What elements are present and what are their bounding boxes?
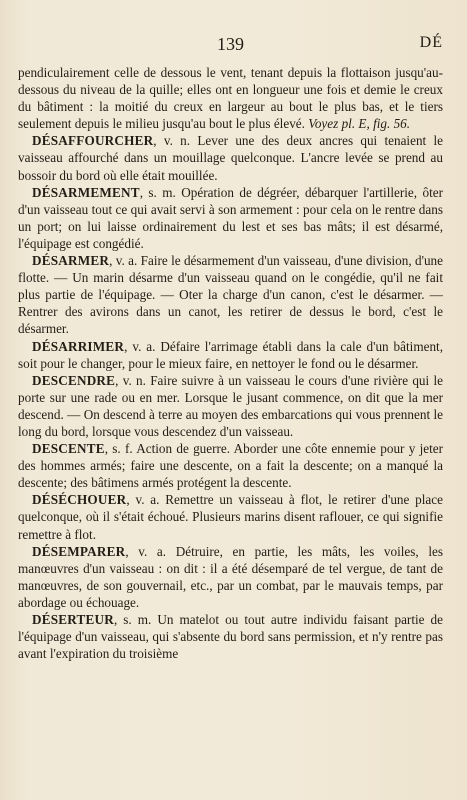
headword: DÉSARMER	[32, 253, 110, 269]
headword: DÉSEMPARER	[32, 543, 126, 559]
entry-text: , s. m. Un matelot ou tout autre individu faisant partie de l'équipage d'un vaisseau, qui s'absente du bord sans permission, et n'y rentre pas avant l'expiration du troisième	[18, 612, 443, 662]
page-number: 139	[217, 34, 244, 54]
headword: DÉSÉCHOUER	[32, 492, 127, 508]
entry-text: , v. a. Défaire l'arrimage établi dans la cale d'un bâtiment, soit pour le changer, pour le mieux faire, en nettoyer le fond ou le désarmer.	[18, 338, 443, 371]
dictionary-entry	[18, 491, 443, 542]
dictionary-entry	[18, 611, 443, 662]
entry-text: pendiculairement celle de dessous le vent, tenant depuis la flottaison jusqu'au-dessous du niveau de la quille; elles ont en longueur une fois et demie le creux du bâtiment : la moitié du creux en largeur au bout le plus bas, et le tiers seulement depuis le milieu jusqu'au bout le plus élevé.	[18, 65, 443, 132]
entry-text: , v. a. Remettre un vaisseau à flot, le retirer d'une place quelconque, où il s'était échoué. Plusieurs marins disent raflouer, ce qui signifie remettre à flot.	[18, 492, 443, 542]
headword: DÉSERTEUR	[32, 612, 114, 627]
dictionary-entry	[18, 132, 443, 183]
dictionary-entry	[18, 64, 443, 132]
entry-text: , v. n. Faire suivre à un vaisseau le cours d'une rivière qui le porte sur une rade ou en mer. Lorsque le jusant commence, on dit que la mer descend. — On descend à terre au moyen des embarcations qui vous prennent le long du bord, lorsque vous descendez d'un vaisseau.	[18, 372, 443, 439]
entry-text: , v. a. Détruire, en partie, les mâts, les voiles, les manœuvres d'un vaisseau : on dit : il a été désemparé de tel vergue, de tant de manœuvres, de son gouvernail, etc., par un combat, par le mauvais temps, par abordage ou échouage.	[18, 543, 443, 610]
entry-text: , v. n. Lever une des deux ancres qui tenaient le vaisseau affourché dans un mouillage quelconque. L'ancre levée se prend au bossoir du bord où elle était mouillée.	[18, 133, 443, 183]
plate-reference: Voyez pl. E, fig. 56.	[308, 116, 411, 132]
dictionary-entry	[18, 184, 443, 252]
headword: DÉSAFFOURCHER	[32, 133, 154, 149]
entry-text: , s. f. Action de guerre. Aborder une côte ennemie pour y jeter des hommes armés; faire une descente, on a fait la descente; on a manqué la descente; des bâtimens armés protégent la descente.	[18, 441, 443, 491]
dictionary-text	[18, 64, 443, 662]
headword: DÉSARRIMER	[32, 338, 125, 354]
running-head: DÉ	[419, 34, 443, 51]
dictionary-entry	[18, 440, 443, 491]
dictionary-entry	[18, 543, 443, 611]
dictionary-entry	[18, 252, 443, 337]
dictionary-entry	[18, 338, 443, 372]
entry-text: , v. a. Faire le désarmement d'un vaisseau, d'une division, d'une flotte. — Un marin désarme d'un vaisseau quand on le congédie, qu'il ne fait plus partie de l'équipage. — Oter la charge d'un canon, c'est le désarmer. — Rentrer des avirons dans un canot, les retirer de dessus le bord, c'est le désarmer.	[18, 253, 443, 337]
headword: DESCENDRE	[32, 372, 116, 388]
entry-text: , s. m. Opération de dégréer, débarquer l'artillerie, ôter d'un vaisseau tout ce qui avait servi à son armement : pour cela on le rentre dans un port; on lui laisse ordinairement du lest et ses bas mâts; il est désarmé, l'équipage est congédié.	[18, 184, 443, 251]
dictionary-entry	[18, 372, 443, 440]
headword: DÉSARMEMENT	[32, 184, 140, 200]
page-header	[18, 34, 443, 56]
headword: DESCENTE	[32, 441, 105, 457]
